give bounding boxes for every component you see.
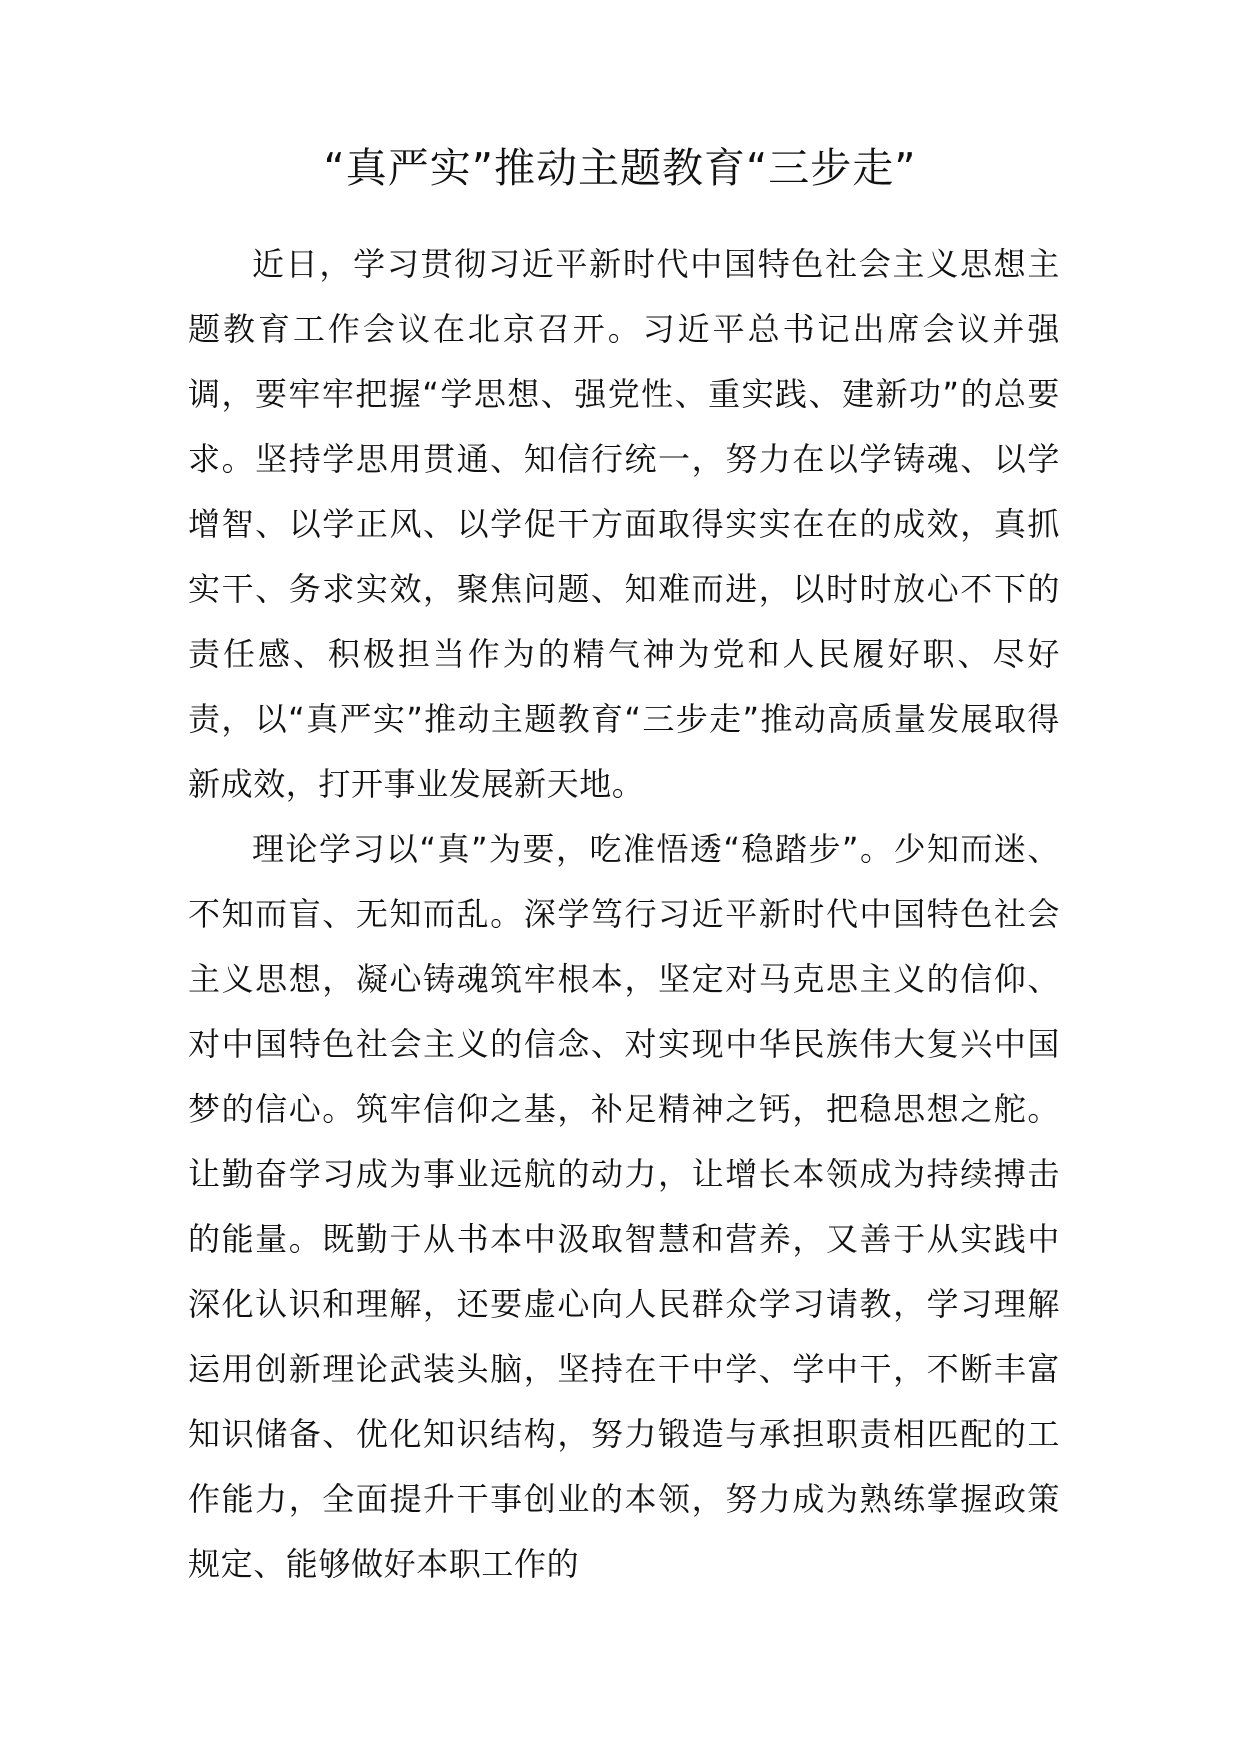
paragraph-1: 近日，学习贯彻习近平新时代中国特色社会主义思想主题教育工作会议在北京召开。习近平总书记出席会议并强调，要牢牢把握“学思想、强党性、重实践、建新功”的总要求。坚持学思用贯通、知信行统一，努力在以学铸魂、以学增智、以学正风、以学促干方面取得实实在在的成效，真抓实干、务求实效，聚焦问题、知难而进，以时时放心不下的责任感、积极担当作为的精气神为党和人民履好职、尽好责，以“真严实”推动主题教育“三步走”推动高质量发展取得新成效，打开事业发展新天地。	[188, 245, 1060, 803]
document-body	[188, 232, 1060, 1597]
document-title: “真严实”推动主题教育“三步走”	[323, 144, 917, 192]
paragraph-2: 理论学习以“真”为要，吃准悟透“稳踏步”。少知而迷、不知而盲、无知而乱。深学笃行习近平新时代中国特色社会主义思想，凝心铸魂筑牢根本，坚定对马克思主义的信仰、对中国特色社会主义的信念、对实现中华民族伟大复兴中国梦的信心。筑牢信仰之基，补足精神之钙，把稳思想之舵。让勤奋学习成为事业远航的动力，让增长本领成为持续搏击的能量。既勤于从书本中汲取智慧和营养，又善于从实践中深化认识和理解，还要虚心向人民群众学习请教，学习理解运用创新理论武装头脑，坚持在干中学、学中干，不断丰富知识储备、优化知识结构，努力锻造与承担职责相匹配的工作能力，全面提升干事创业的本领，努力成为熟练掌握政策规定、能够做好本职工作的	[188, 830, 1060, 1583]
